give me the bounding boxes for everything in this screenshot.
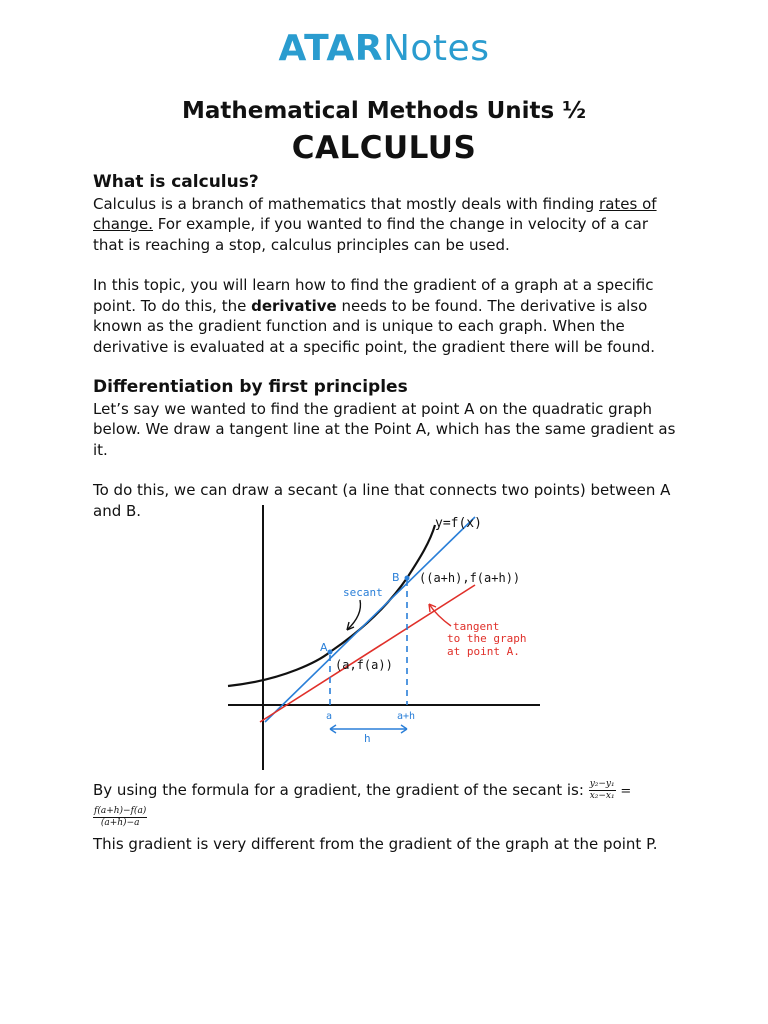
h-label: h [364, 732, 371, 745]
fraction-f-over-h-wrapper [93, 806, 147, 829]
text-span: Calculus is a branch of mathematics that mostly deals with finding [93, 194, 600, 213]
equals-sign: = [620, 784, 632, 799]
atarnotes-logo [0, 28, 768, 69]
point-b-dot [405, 576, 410, 581]
paragraph-tangent: Let’s say we wanted to find the gradient at point A on the quadratic graph below. We draw a tangent line at the Point A, which has the same gradient as it. [93, 399, 676, 459]
fraction-numerator: f(a+h)−f(a) [94, 806, 147, 816]
logo-bold-text: ATAR [278, 28, 383, 69]
gradient-formula-line [93, 779, 693, 802]
logo-light-text: Notes [382, 28, 490, 69]
page-title: CALCULUS [291, 130, 477, 166]
point-b-label: B [392, 571, 400, 584]
x-label-a-plus-h: a+h [397, 711, 416, 722]
text-span: For example, if you wanted to find the change in velocity of a car that is reaching a stop, calculus principles can be used. [93, 215, 649, 254]
text-span: In this topic, you will learn how to find the gradient of a graph at a specific point. To do this, the [93, 276, 654, 315]
tangent-label-line2: to the graph [447, 632, 527, 645]
formula-intro-text: By using the formula for a gradient, the gradient of the secant is: [93, 781, 584, 799]
fraction-numerator: y₂−y₁ [589, 779, 615, 789]
secant-label: secant [343, 586, 383, 599]
curve-label: y=f(x) [435, 516, 482, 531]
secant-arrow [347, 600, 360, 630]
page-subtitle: Mathematical Methods Units ½ [181, 98, 587, 124]
coord-a-label: (a,f(a)) [335, 658, 393, 672]
tangent-label-line1: tangent [453, 620, 500, 633]
fraction-f-over-h [93, 806, 147, 829]
paragraph-closing: This gradient is very different from the gradient of the graph at the point P. [93, 835, 658, 853]
tangent-label-line3: at point A. [447, 645, 520, 658]
tangent-line [260, 585, 475, 722]
x-label-a: a [326, 711, 333, 722]
point-a-dot [328, 650, 333, 655]
paragraph-secant: To do this, we can draw a secant (a line that connects two points) between A and B. [93, 481, 671, 520]
bold-derivative: derivative [251, 296, 337, 315]
coord-b-label: ((a+h),f(a+h)) [419, 571, 521, 585]
paragraph-derivative-intro [93, 275, 683, 357]
fraction-denominator: x₂−x₁ [589, 791, 615, 801]
fraction-y-over-x [589, 779, 616, 802]
secant-tangent-diagram [225, 500, 545, 772]
document-body [93, 172, 683, 521]
point-a-label: A [320, 641, 328, 654]
section-heading-first-principles: Differentiation by first principles [93, 377, 408, 397]
curve-y-f-x [228, 525, 435, 686]
fraction-denominator: (a+h)−a [100, 818, 140, 828]
section-heading-what-is-calculus: What is calculus? [93, 172, 259, 192]
text-span: needs to be found. The derivative is also known as the gradient function and is unique to each graph. When the derivative is evaluated at a specific point, the gradient there will be found. [93, 296, 656, 356]
underlined-rates-of-change: rates of change. [93, 194, 657, 233]
paragraph-calculus-intro [93, 194, 683, 256]
